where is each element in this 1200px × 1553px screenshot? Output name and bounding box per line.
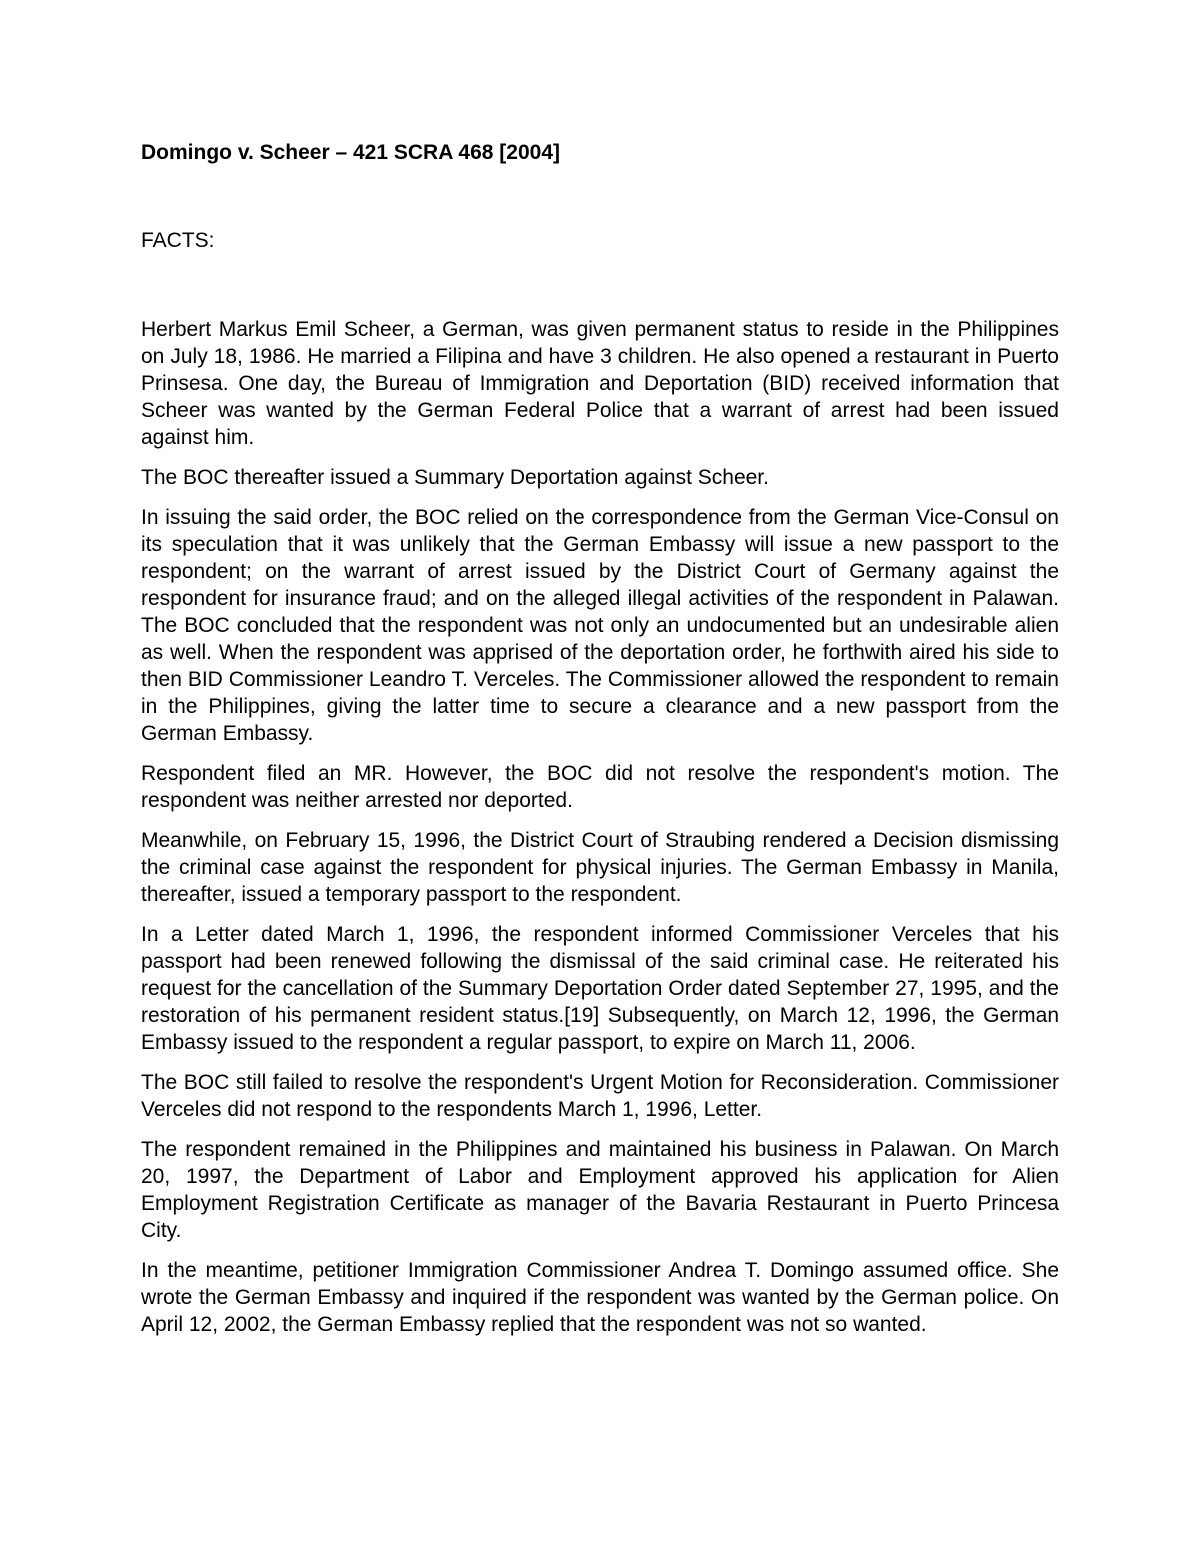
paragraph-8: The respondent remained in the Philippines and maintained his business in Palawan. On March 20, 1997, the Department of Labor and Employment approved his application for Alien Employment Registration Certificate as manager of the Bavaria Restaurant in Puerto Princesa City.	[141, 1138, 1059, 1242]
paragraph-2: The BOC thereafter issued a Summary Deportation against Scheer.	[141, 466, 769, 489]
paragraph-7: The BOC still failed to resolve the respondent's Urgent Motion for Reconsideration. Commissioner Verceles did not respond to the respondents March 1, 1996, Letter.	[141, 1071, 1059, 1121]
paragraph-9: In the meantime, petitioner Immigration Commissioner Andrea T. Domingo assumed office. She wrote the German Embassy and inquired if the respondent was wanted by the German police. On April 12, 2002, the German Embassy replied that the respondent was not so wanted.	[141, 1259, 1059, 1336]
paragraph-6: In a Letter dated March 1, 1996, the respondent informed Commissioner Verceles that his passport had been renewed following the dismissal of the said criminal case. He reiterated his request for the cancellation of the Summary Deportation Order dated September 27, 1995, and the restoration of his permanent resident status.[19] Subsequently, on March 12, 1996, the German Embassy issued to the respondent a regular passport, to expire on March 11, 2006.	[141, 923, 1059, 1054]
document-title: Domingo v. Scheer – 421 SCRA 468 [2004]	[141, 141, 561, 164]
paragraph-5: Meanwhile, on February 15, 1996, the District Court of Straubing rendered a Decision dismissing the criminal case against the respondent for physical injuries. The German Embassy in Manila, thereafter, issued a temporary passport to the respondent.	[141, 829, 1059, 906]
paragraph-1: Herbert Markus Emil Scheer, a German, was given permanent status to reside in the Philippines on July 18, 1986. He married a Filipina and have 3 children. He also opened a restaurant in Puerto Prinsesa. One day, the Bureau of Immigration and Deportation (BID) received information that Scheer was wanted by the German Federal Police that a warrant of arrest had been issued against him.	[141, 318, 1059, 449]
paragraph-3: In issuing the said order, the BOC relied on the correspondence from the German Vice-Consul on its speculation that it was unlikely that the German Embassy will issue a new passport to the respondent; on the warrant of arrest issued by the District Court of Germany against the respondent for insurance fraud; and on the alleged illegal activities of the respondent in Palawan. The BOC concluded that the respondent was not only an undocumented but an undesirable alien as well. When the respondent was apprised of the deportation order, he forthwith aired his side to then BID Commissioner Leandro T. Verceles. The Commissioner allowed the respondent to remain in the Philippines, giving the latter time to secure a clearance and a new passport from the German Embassy.	[141, 506, 1059, 745]
paragraph-4: Respondent filed an MR. However, the BOC did not resolve the respondent's motion. The respondent was neither arrested nor deported.	[141, 762, 1059, 812]
facts-heading: FACTS:	[141, 229, 215, 252]
document-page	[141, 140, 1059, 1351]
